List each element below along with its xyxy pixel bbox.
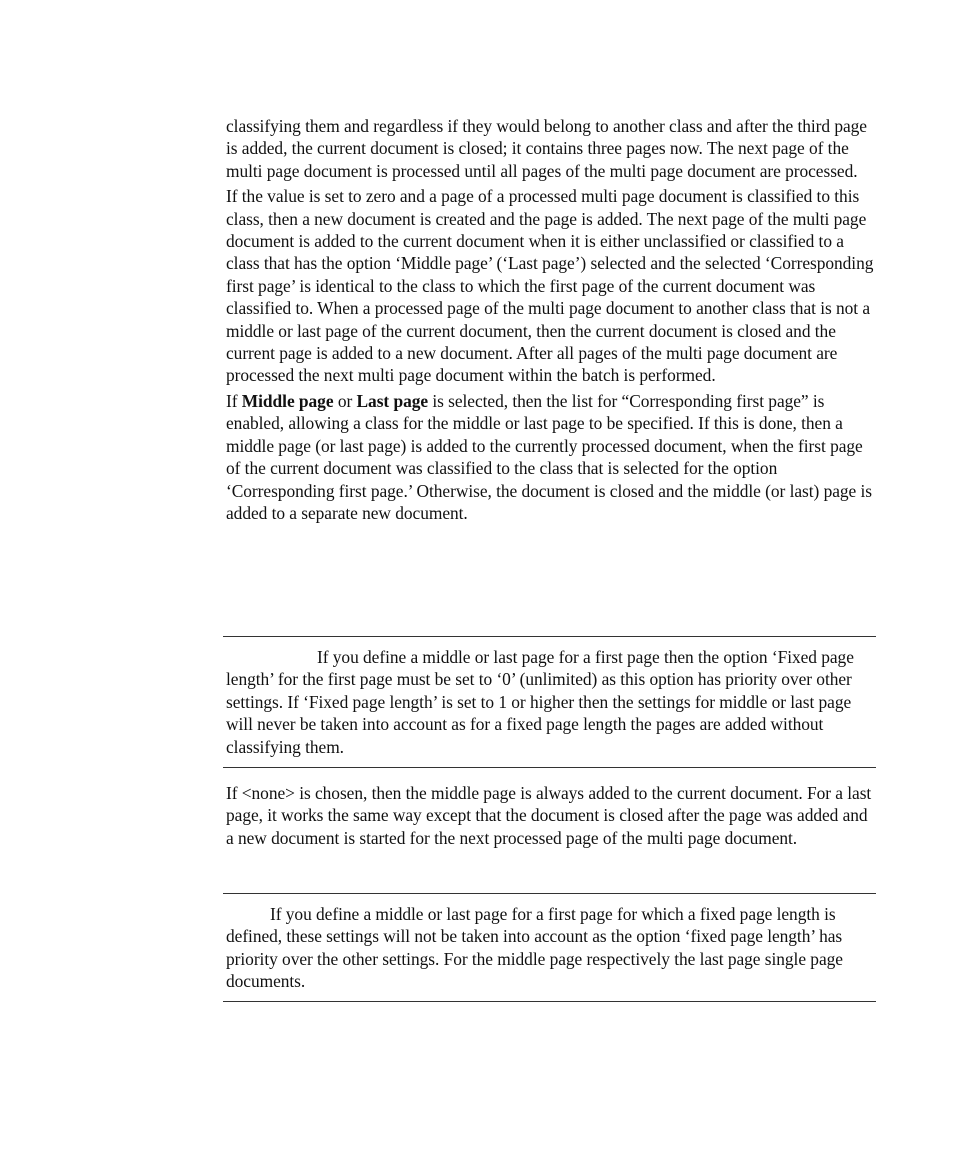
note-1-top-rule (223, 636, 876, 637)
paragraph-3-connector: or (333, 390, 357, 411)
last-page-term: Last page (356, 390, 429, 411)
note-box-1 (223, 646, 876, 758)
middle-page-term: Middle page (241, 390, 334, 411)
paragraph-3-prefix: If (226, 390, 242, 411)
paragraph-1: classifying them and regardless if they would belong to another class and after the third page is added, the current document is closed; it contains three pages now. The next page of the multi page document is processed until all pages of the multi page document are processed. (226, 116, 867, 181)
paragraph-2: If the value is set to zero and a page of a processed multi page document is classified to this class, then a new document is created and the page is added. The next page of the multi page document is added to the current document when it is either unclassified or classified to a class that has the option ‘Middle page’ (‘Last page’) selected and the selected ‘Corresponding first page’ is identical to the class to which the first page of the current document was classified to. When a processed page of the multi page document to another class that is not a middle or last page of the current document, then the current document is closed and the current page is added to a new document. After all pages of the multi page document are processed the next multi page document within the batch is performed. (226, 186, 874, 386)
note-1-bottom-rule (223, 767, 876, 768)
note-box-2 (223, 782, 876, 849)
note-3-bottom-rule (223, 1001, 876, 1002)
paragraph-3 (226, 390, 876, 524)
note-2-text: If <none> is chosen, then the middle page is always added to the current document. For a last page, it works the same way except that the document is closed after the page was added and a new document is started for the next processed page of the multi page document. (226, 783, 872, 848)
note-3-text: If you define a middle or last page for a first page for which a fixed page length is defined, these settings will not be taken into account as the option ‘fixed page length’ has priority over the other settings. For the middle page respectively the last page single page documents. (226, 904, 843, 992)
note-3-top-rule (223, 893, 876, 894)
note-box-3 (223, 903, 876, 993)
note-1-text-block (223, 646, 876, 758)
paragraph-3-rest: is selected, then the list for “Corresponding first page” is enabled, allowing a class for the middle or last page to be specified. If this is done, then a middle page (or last page) is added to the currently processed document, when the first page of the current document was classified to the class that is selected for the option ‘Corresponding first page.’ Otherwise, the document is closed and the middle (or last) page is added to a separate new document. (226, 390, 872, 523)
note-3-text-block (223, 903, 876, 993)
note-1-text: If you define a middle or last page for a first page then the option ‘Fixed page length’ for the first page must be set to ‘0’ (unlimited) as this option has priority over other settings. If ‘Fixed page length’ is set to 1 or higher then the settings for middle or last page will never be taken into account as for a fixed page length the pages are added without classifying them. (226, 647, 854, 757)
document-body (226, 115, 876, 527)
